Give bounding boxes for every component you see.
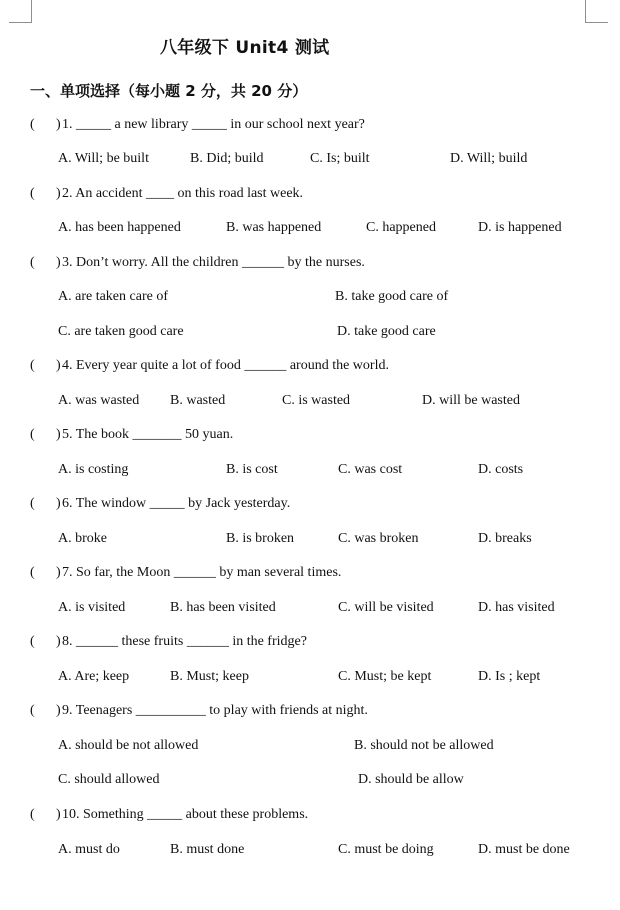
option-b: B. take good care of: [335, 289, 449, 304]
option-d: D. should be allow: [358, 772, 464, 787]
section-heading: 一、单项选择（每小题 2 分，共 20 分）: [30, 82, 308, 100]
option-d: D. has visited: [478, 600, 555, 615]
answer-paren-close: ): [56, 496, 61, 511]
option-c: C. is wasted: [282, 393, 351, 408]
question-stem: 8. ______ these fruits ______ in the fridge?: [62, 634, 307, 649]
option-a: A. should be not allowed: [58, 738, 199, 753]
option-a: A. has been happened: [58, 220, 181, 235]
question-9: [0, 703, 620, 787]
answer-paren-close: ): [56, 565, 61, 580]
option-d: D. is happened: [478, 220, 562, 235]
answer-paren-open: (: [30, 117, 35, 132]
option-c: C. Must; be kept: [338, 669, 432, 684]
option-b: B. was happened: [226, 220, 322, 235]
option-b: B. wasted: [170, 393, 226, 408]
answer-paren-open: (: [30, 634, 35, 649]
option-a: A. must do: [58, 842, 120, 857]
question-10: [0, 807, 620, 857]
answer-paren-close: ): [56, 427, 61, 442]
option-c: C. happened: [366, 220, 436, 235]
option-c: C. are taken good care: [58, 324, 184, 339]
question-stem: 2. An accident ____ on this road last week.: [62, 186, 304, 201]
answer-paren-open: (: [30, 186, 35, 201]
page-title: 八年级下 Unit4 测试: [160, 38, 330, 58]
answer-paren-open: (: [30, 358, 35, 373]
question-stem: 1. _____ a new library _____ in our school next year?: [62, 117, 365, 132]
question-7: [0, 565, 620, 615]
option-b: B. is cost: [226, 462, 278, 477]
question-stem: 7. So far, the Moon ______ by man several times.: [62, 565, 342, 580]
question-2: [0, 186, 620, 235]
answer-paren-close: ): [56, 186, 61, 201]
option-a: A. is costing: [58, 462, 129, 477]
answer-paren-close: ): [56, 255, 61, 270]
option-a: A. Are; keep: [58, 669, 130, 684]
option-d: D. will be wasted: [422, 393, 520, 408]
question-stem: 3. Don’t worry. All the children ______ by the nurses.: [62, 255, 365, 270]
question-stem: 5. The book _______ 50 yuan.: [62, 427, 234, 442]
question-1: [0, 117, 620, 166]
option-b: B. is broken: [226, 531, 295, 546]
option-c: C. Is; built: [310, 151, 370, 166]
answer-paren-open: (: [30, 427, 35, 442]
answer-paren-open: (: [30, 807, 35, 822]
question-8: [0, 634, 620, 684]
option-a: A. broke: [58, 531, 107, 546]
option-c: C. was broken: [338, 531, 419, 546]
answer-paren-close: ): [56, 703, 61, 718]
option-b: B. has been visited: [170, 600, 276, 615]
option-c: C. must be doing: [338, 842, 434, 857]
option-b: B. should not be allowed: [354, 738, 494, 753]
option-a: A. Will; be built: [58, 151, 149, 166]
option-d: D. Will; build: [450, 151, 528, 166]
question-4: [0, 358, 620, 408]
option-b: B. must done: [170, 842, 245, 857]
option-c: C. was cost: [338, 462, 403, 477]
answer-paren-close: ): [56, 117, 61, 132]
option-d: D. breaks: [478, 531, 532, 546]
option-c: C. will be visited: [338, 600, 434, 615]
option-d: D. must be done: [478, 842, 570, 857]
page-corner-mark-left: [9, 0, 32, 23]
answer-paren-open: (: [30, 565, 35, 580]
answer-paren-open: (: [30, 703, 35, 718]
option-b: B. Must; keep: [170, 669, 249, 684]
question-5: [0, 427, 620, 477]
option-b: B. Did; build: [190, 151, 264, 166]
answer-paren-open: (: [30, 496, 35, 511]
page-corner-mark-right: [585, 0, 608, 23]
question-stem: 4. Every year quite a lot of food ______ around the world.: [62, 358, 389, 373]
option-a: A. is visited: [58, 600, 126, 615]
option-d: D. costs: [478, 462, 524, 477]
question-3: [0, 255, 620, 339]
answer-paren-close: ): [56, 358, 61, 373]
option-d: D. Is ; kept: [478, 669, 541, 684]
option-c: C. should allowed: [58, 772, 160, 787]
option-a: A. was wasted: [58, 393, 140, 408]
question-stem: 6. The window _____ by Jack yesterday.: [62, 496, 291, 511]
option-a: A. are taken care of: [58, 289, 168, 304]
answer-paren-close: ): [56, 634, 61, 649]
question-6: [0, 496, 620, 546]
question-stem: 10. Something _____ about these problems.: [62, 807, 309, 822]
answer-paren-open: (: [30, 255, 35, 270]
answer-paren-close: ): [56, 807, 61, 822]
option-d: D. take good care: [337, 324, 436, 339]
question-stem: 9. Teenagers __________ to play with friends at night.: [62, 703, 368, 718]
